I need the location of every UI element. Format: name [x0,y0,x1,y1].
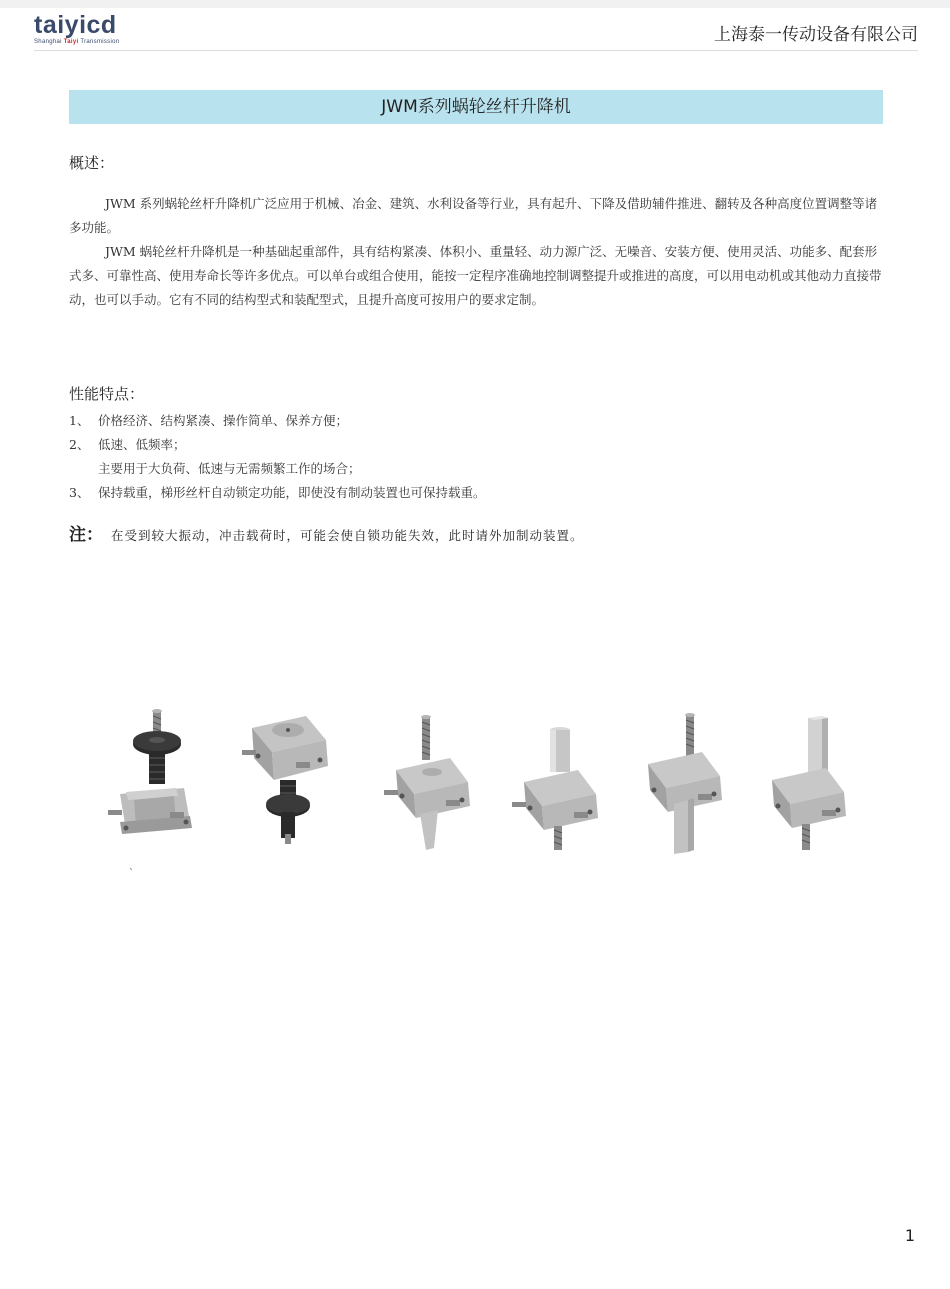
top-strip [0,0,950,8]
feature-item: 1、 价格经济、结构紧凑、操作简单、保养方便； [69,413,349,428]
company-name: 上海泰一传动设备有限公司 [714,25,918,45]
header-divider [34,50,918,51]
product-photo-5 [640,700,740,875]
feature-item: 2、 低速、低频率； [69,437,186,452]
product-photo-2 [236,700,336,875]
product-photo-1 [104,700,204,875]
product-photos [104,700,864,880]
page-title: JWM系列蜗轮丝杆升降机 [69,90,883,124]
page-number: 1 [904,1226,915,1245]
note-label: 注： [69,525,103,545]
logo-tagline: Shanghai Taiyi Transmission [34,39,120,45]
note [69,520,584,545]
overview-paragraph-1: JWM 系列蜗轮丝杆升降机广泛应用于机械、冶金、建筑、水利设备等行业，具有起升、下降及借助辅件推进、翻转及各种高度位置调整等诸多功能。 [69,196,878,235]
overview-paragraph-2: JWM 蜗轮丝杆升降机是一种基础起重部件，具有结构紧凑、体积小、重量轻、动力源广泛、无噪音、安装方便、使用灵活、功能多、配套形式多、可靠性高、使用寿命长等许多优点。可以单台或组合使用，能按一定程序准确地控制调整提升或推进的高度，可以用电动机或其他动力直接带动，也可以手动。它有不同的结构型式和装配型式，且提升高度可按用户的要求定制。 [69,244,882,307]
logo-wordmark: taiyicd [34,11,117,39]
features-heading: 性能特点： [69,385,145,403]
feature-subitem: 主要用于大负荷、低速与无需频繁工作的场合； [98,461,361,476]
feature-item: 3、 保持载重，梯形丝杆自动锁定功能，即使没有制动装置也可保持载重。 [69,485,486,500]
company-logo [34,12,119,45]
product-photo-3 [376,700,476,875]
product-photo-4 [510,700,610,875]
note-text: 在受到较大振动，冲击载荷时，可能会使自锁功能失效，此时请外加制动装置。 [111,528,584,543]
product-photo-6 [768,700,868,875]
overview-heading: 概述： [69,154,115,172]
